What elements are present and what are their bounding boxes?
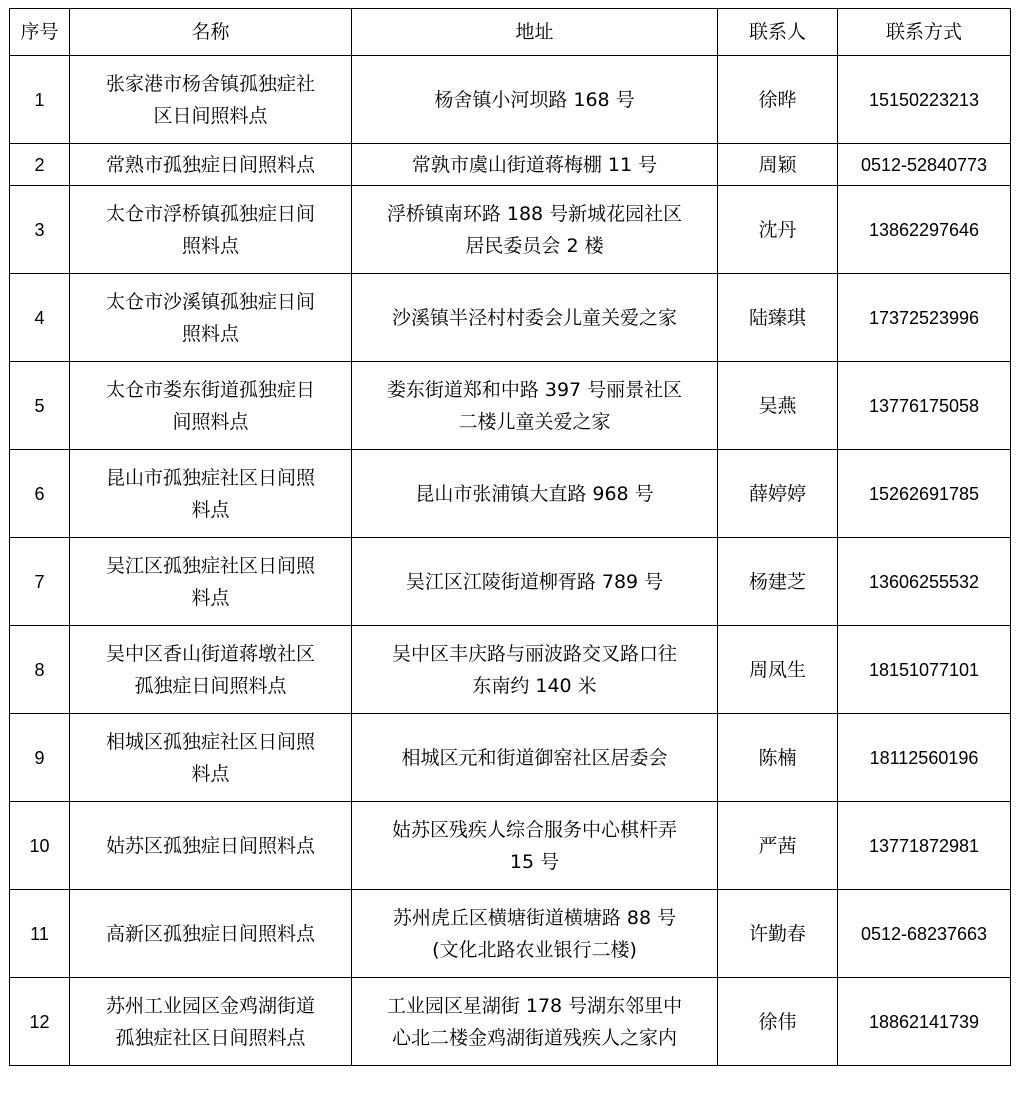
cell-name-line: 吴中区香山街道蒋墩社区 <box>105 642 315 665</box>
cell-address-line: 吴中区丰庆路与丽波路交叉路口往 <box>391 642 677 665</box>
cell-name <box>70 978 352 1066</box>
table-row <box>10 978 1011 1066</box>
cell-address-line: 娄东街道郑和中路 397 号丽景社区 <box>386 378 683 401</box>
table-row <box>10 890 1011 978</box>
cell-address <box>352 186 718 274</box>
cell-name-line: 间照料点 <box>172 410 249 433</box>
table-row <box>10 56 1011 144</box>
cell-phone: 15262691785 <box>838 450 1011 538</box>
cell-contact: 杨建芝 <box>718 538 838 626</box>
cell-address <box>352 538 718 626</box>
cell-name-line: 常熟市孤独症日间照料点 <box>105 153 315 176</box>
cell-name-line: 料点 <box>191 498 230 521</box>
cell-phone: 13862297646 <box>838 186 1011 274</box>
cell-name-line: 相城区孤独症社区日间照 <box>105 730 315 753</box>
cell-name <box>70 626 352 714</box>
cell-index: 11 <box>10 890 70 978</box>
cell-phone: 18862141739 <box>838 978 1011 1066</box>
cell-address <box>352 274 718 362</box>
cell-name-line: 料点 <box>191 762 230 785</box>
cell-name-line: 照料点 <box>181 322 239 345</box>
cell-address-line: 沙溪镇半泾村村委会儿童关爱之家 <box>391 306 677 329</box>
header-phone: 联系方式 <box>838 9 1011 56</box>
cell-name-line: 照料点 <box>181 234 239 257</box>
cell-contact: 周颖 <box>718 144 838 186</box>
cell-contact: 陆臻琪 <box>718 274 838 362</box>
cell-phone: 18112560196 <box>838 714 1011 802</box>
cell-name-line: 太仓市浮桥镇孤独症日间 <box>105 202 315 225</box>
cell-phone: 13776175058 <box>838 362 1011 450</box>
cell-address-line: 吴江区江陵街道柳胥路 789 号 <box>405 570 664 593</box>
table-header-row <box>10 9 1011 56</box>
cell-name-line: 姑苏区孤独症日间照料点 <box>105 834 315 857</box>
cell-address-line: 相城区元和街道御窑社区居委会 <box>401 746 668 769</box>
cell-index: 8 <box>10 626 70 714</box>
table-row <box>10 186 1011 274</box>
table-row <box>10 802 1011 890</box>
cell-phone: 15150223213 <box>838 56 1011 144</box>
cell-phone: 0512-52840773 <box>838 144 1011 186</box>
cell-address-line: 浮桥镇南环路 188 号新城花园社区 <box>386 202 683 225</box>
table-row <box>10 274 1011 362</box>
table-row <box>10 538 1011 626</box>
cell-contact: 薛婷婷 <box>718 450 838 538</box>
cell-contact: 吴燕 <box>718 362 838 450</box>
header-index: 序号 <box>10 9 70 56</box>
cell-name-line: 太仓市沙溪镇孤独症日间 <box>105 290 315 313</box>
cell-address-line: 心北二楼金鸡湖街道残疾人之家内 <box>391 1026 677 1049</box>
header-contact: 联系人 <box>718 9 838 56</box>
cell-name <box>70 714 352 802</box>
header-address: 地址 <box>352 9 718 56</box>
cell-name-line: 料点 <box>191 586 230 609</box>
cell-index: 7 <box>10 538 70 626</box>
cell-name-line: 孤独症社区日间照料点 <box>115 1026 306 1049</box>
cell-name <box>70 802 352 890</box>
cell-index: 4 <box>10 274 70 362</box>
cell-address <box>352 362 718 450</box>
cell-name <box>70 362 352 450</box>
cell-phone: 17372523996 <box>838 274 1011 362</box>
cell-name-line: 太仓市娄东街道孤独症日 <box>105 378 315 401</box>
cell-address-line: 杨舍镇小河坝路 168 号 <box>434 88 635 111</box>
cell-name-line: 张家港市杨舍镇孤独症社 <box>105 72 315 95</box>
cell-contact: 徐晔 <box>718 56 838 144</box>
cell-name <box>70 144 352 186</box>
cell-address-line: 15 号 <box>509 850 560 873</box>
cell-address-line: 工业园区星湖街 178 号湖东邻里中 <box>386 994 683 1017</box>
cell-address-line: (文化北路农业银行二楼) <box>432 938 637 961</box>
cell-address-line: 常孰市虞山街道蒋梅棚 11 号 <box>411 153 658 176</box>
cell-address <box>352 144 718 186</box>
cell-name <box>70 450 352 538</box>
cell-address <box>352 450 718 538</box>
cell-address-line: 居民委员会 2 楼 <box>465 234 604 257</box>
cell-address <box>352 626 718 714</box>
cell-address-line: 二楼儿童关爱之家 <box>458 410 611 433</box>
cell-address <box>352 978 718 1066</box>
cell-phone: 13771872981 <box>838 802 1011 890</box>
cell-index: 6 <box>10 450 70 538</box>
cell-contact: 陈楠 <box>718 714 838 802</box>
cell-index: 9 <box>10 714 70 802</box>
cell-name-line: 吴江区孤独症社区日间照 <box>105 554 315 577</box>
table-row <box>10 626 1011 714</box>
table-row <box>10 144 1011 186</box>
table-row <box>10 450 1011 538</box>
cell-address-line: 东南约 140 米 <box>472 674 597 697</box>
care-center-table <box>9 8 1011 1066</box>
cell-index: 10 <box>10 802 70 890</box>
cell-name-line: 孤独症日间照料点 <box>134 674 287 697</box>
cell-address <box>352 890 718 978</box>
table-body <box>10 56 1011 1066</box>
cell-contact: 许勤春 <box>718 890 838 978</box>
cell-index: 1 <box>10 56 70 144</box>
cell-address <box>352 56 718 144</box>
cell-index: 5 <box>10 362 70 450</box>
cell-name-line: 区日间照料点 <box>153 104 268 127</box>
cell-name-line: 昆山市孤独症社区日间照 <box>105 466 315 489</box>
cell-address-line: 昆山市张浦镇大直路 968 号 <box>415 482 654 505</box>
cell-name <box>70 890 352 978</box>
table-row <box>10 362 1011 450</box>
cell-contact: 严茜 <box>718 802 838 890</box>
cell-phone: 0512-68237663 <box>838 890 1011 978</box>
cell-name-line: 苏州工业园区金鸡湖街道 <box>105 994 315 1017</box>
cell-index: 12 <box>10 978 70 1066</box>
cell-index: 3 <box>10 186 70 274</box>
cell-phone: 18151077101 <box>838 626 1011 714</box>
table-row <box>10 714 1011 802</box>
cell-name <box>70 274 352 362</box>
cell-address-line: 姑苏区残疾人综合服务中心棋杆弄 <box>391 818 677 841</box>
header-name: 名称 <box>70 9 352 56</box>
cell-contact: 沈丹 <box>718 186 838 274</box>
cell-contact: 徐伟 <box>718 978 838 1066</box>
cell-phone: 13606255532 <box>838 538 1011 626</box>
cell-address <box>352 714 718 802</box>
cell-index: 2 <box>10 144 70 186</box>
cell-address <box>352 802 718 890</box>
cell-contact: 周凤生 <box>718 626 838 714</box>
cell-name <box>70 186 352 274</box>
cell-name <box>70 56 352 144</box>
cell-name-line: 高新区孤独症日间照料点 <box>105 922 315 945</box>
cell-address-line: 苏州虎丘区横塘街道横塘路 88 号 <box>392 906 677 929</box>
cell-name <box>70 538 352 626</box>
